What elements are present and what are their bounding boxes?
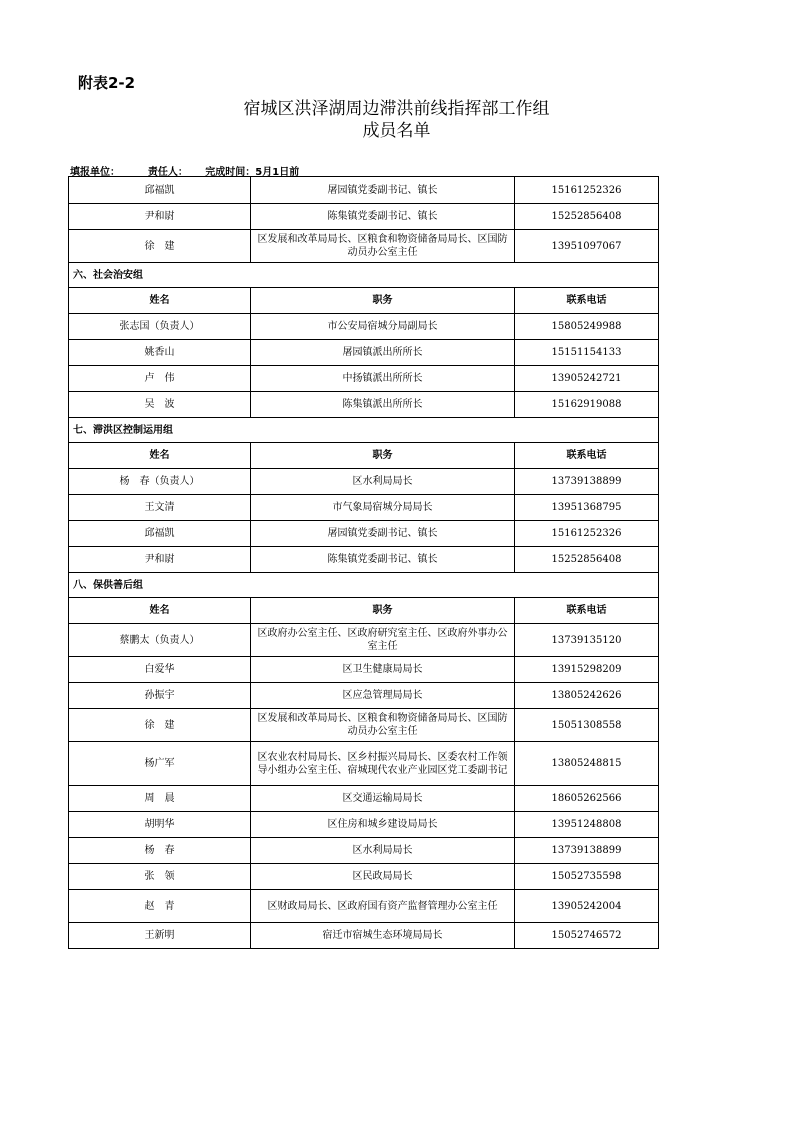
header-phone: 联系电话 <box>515 598 659 624</box>
table-row <box>69 177 659 204</box>
member-name: 尹和尉 <box>69 204 251 230</box>
member-name: 王新明 <box>69 923 251 949</box>
member-position: 区政府办公室主任、区政府研究室主任、区政府外事办公室主任 <box>251 624 515 657</box>
section-row <box>69 418 659 443</box>
table-row <box>69 864 659 890</box>
table-row <box>69 340 659 366</box>
title-line-1: 宿城区洪泽湖周边滞洪前线指挥部工作组 <box>243 99 550 119</box>
member-position: 市公安局宿城分局副局长 <box>251 314 515 340</box>
annex-label: 附表2-2 <box>78 74 136 92</box>
member-position: 区交通运输局局长 <box>251 786 515 812</box>
member-phone: 13739135120 <box>515 624 659 657</box>
header-name: 姓名 <box>69 598 251 624</box>
member-phone: 15151154133 <box>515 340 659 366</box>
member-name: 邱福凯 <box>69 177 251 204</box>
member-phone: 13951368795 <box>515 495 659 521</box>
header-row <box>69 598 659 624</box>
member-position: 区农业农村局局长、区乡村振兴局局长、区委农村工作领导小组办公室主任、宿城现代农业产业园区党工委副书记 <box>251 742 515 786</box>
member-phone: 13805242626 <box>515 683 659 709</box>
fill-responsible-label: 责任人： <box>147 167 188 178</box>
member-name: 吴 波 <box>69 392 251 418</box>
member-name: 白爱华 <box>69 657 251 683</box>
member-phone: 13739138899 <box>515 469 659 495</box>
member-phone: 13739138899 <box>515 838 659 864</box>
table-row <box>69 230 659 263</box>
member-name: 周 晨 <box>69 786 251 812</box>
member-position: 宿迁市宿城生态环境局局长 <box>251 923 515 949</box>
fill-unit-label: 填报单位： <box>70 167 120 178</box>
member-position: 区水利局局长 <box>251 838 515 864</box>
table-row <box>69 204 659 230</box>
member-name: 赵 青 <box>69 890 251 923</box>
member-name: 张志国（负责人） <box>69 314 251 340</box>
member-phone: 15162919088 <box>515 392 659 418</box>
member-name: 张 领 <box>69 864 251 890</box>
member-phone: 13905242004 <box>515 890 659 923</box>
section-row <box>69 263 659 288</box>
member-name: 卢 伟 <box>69 366 251 392</box>
member-phone: 15252856408 <box>515 547 659 573</box>
header-row <box>69 443 659 469</box>
member-name: 杨 春 <box>69 838 251 864</box>
member-position: 区卫生健康局局长 <box>251 657 515 683</box>
member-name: 徐 建 <box>69 230 251 263</box>
title-line-2: 成员名单 <box>362 121 431 141</box>
member-phone: 15161252326 <box>515 177 659 204</box>
member-position: 区水利局局长 <box>251 469 515 495</box>
member-phone: 13905242721 <box>515 366 659 392</box>
member-position: 区发展和改革局局长、区粮食和物资储备局局长、区国防动员办公室主任 <box>251 230 515 263</box>
member-phone: 13951097067 <box>515 230 659 263</box>
member-position: 区发展和改革局局长、区粮食和物资储备局局长、区国防动员办公室主任 <box>251 709 515 742</box>
table-row <box>69 495 659 521</box>
member-position: 区应急管理局局长 <box>251 683 515 709</box>
member-position: 屠园镇派出所所长 <box>251 340 515 366</box>
member-position: 陈集镇党委副书记、镇长 <box>251 204 515 230</box>
section-title: 七、滞洪区控制运用组 <box>69 418 659 443</box>
header-position: 职务 <box>251 288 515 314</box>
section-title: 六、社会治安组 <box>69 263 659 288</box>
member-phone: 15052746572 <box>515 923 659 949</box>
member-phone: 15805249988 <box>515 314 659 340</box>
member-position: 中扬镇派出所所长 <box>251 366 515 392</box>
table-row <box>69 547 659 573</box>
header-position: 职务 <box>251 443 515 469</box>
table-row <box>69 838 659 864</box>
member-name: 杨广军 <box>69 742 251 786</box>
fill-deadline-label: 完成时间：5月1日前 <box>205 167 300 178</box>
table-row <box>69 709 659 742</box>
table-row <box>69 521 659 547</box>
member-position: 区财政局局长、区政府国有资产监督管理办公室主任 <box>251 890 515 923</box>
table-row <box>69 683 659 709</box>
member-phone: 18605262566 <box>515 786 659 812</box>
member-name: 王文清 <box>69 495 251 521</box>
member-phone: 15252856408 <box>515 204 659 230</box>
member-name: 杨 春（负责人） <box>69 469 251 495</box>
header-row <box>69 288 659 314</box>
member-table <box>68 176 659 949</box>
table-row <box>69 392 659 418</box>
table-row <box>69 366 659 392</box>
page-title <box>0 98 793 142</box>
member-phone: 13951248808 <box>515 812 659 838</box>
member-name: 尹和尉 <box>69 547 251 573</box>
header-phone: 联系电话 <box>515 443 659 469</box>
member-position: 陈集镇派出所所长 <box>251 392 515 418</box>
header-name: 姓名 <box>69 443 251 469</box>
member-phone: 13805248815 <box>515 742 659 786</box>
member-phone: 15051308558 <box>515 709 659 742</box>
member-position: 市气象局宿城分局局长 <box>251 495 515 521</box>
section-title: 八、保供善后组 <box>69 573 659 598</box>
header-position: 职务 <box>251 598 515 624</box>
table-row <box>69 786 659 812</box>
member-position: 屠园镇党委副书记、镇长 <box>251 177 515 204</box>
member-position: 区住房和城乡建设局局长 <box>251 812 515 838</box>
header-phone: 联系电话 <box>515 288 659 314</box>
member-name: 邱福凯 <box>69 521 251 547</box>
member-phone: 13915298209 <box>515 657 659 683</box>
table-row <box>69 742 659 786</box>
table-row <box>69 657 659 683</box>
table-row <box>69 923 659 949</box>
member-position: 陈集镇党委副书记、镇长 <box>251 547 515 573</box>
member-name: 孙振宇 <box>69 683 251 709</box>
member-position: 区民政局局长 <box>251 864 515 890</box>
table-row <box>69 314 659 340</box>
header-name: 姓名 <box>69 288 251 314</box>
member-name: 胡明华 <box>69 812 251 838</box>
member-table-body <box>69 177 659 949</box>
table-row <box>69 624 659 657</box>
member-phone: 15052735598 <box>515 864 659 890</box>
table-row <box>69 469 659 495</box>
member-name: 姚香山 <box>69 340 251 366</box>
section-row <box>69 573 659 598</box>
table-row <box>69 890 659 923</box>
member-name: 徐 建 <box>69 709 251 742</box>
table-row <box>69 812 659 838</box>
member-phone: 15161252326 <box>515 521 659 547</box>
member-position: 屠园镇党委副书记、镇长 <box>251 521 515 547</box>
member-name: 蔡鹏太（负责人） <box>69 624 251 657</box>
